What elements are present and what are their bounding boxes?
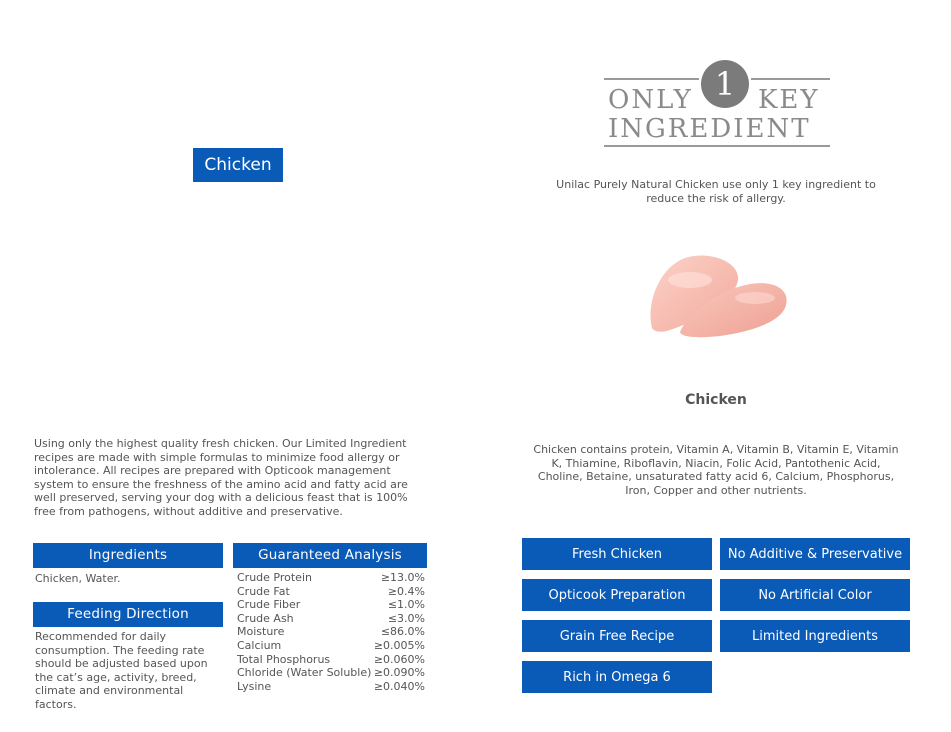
logo-number-circle: 1 xyxy=(701,60,749,108)
guaranteed-analysis-header: Guaranteed Analysis xyxy=(233,543,427,567)
ingredients-text: Chicken, Water. xyxy=(35,572,121,585)
feeding-divider xyxy=(33,626,223,627)
analysis-name: Crude Ash xyxy=(237,611,294,625)
logo-ingredient: INGREDIENT xyxy=(608,114,811,144)
analysis-name: Lysine xyxy=(237,679,272,693)
logo-only: ONLY xyxy=(608,85,693,115)
logo-rule-right xyxy=(751,78,830,80)
analysis-row xyxy=(237,639,425,653)
analysis-value: ≤86.0% xyxy=(380,625,425,639)
chicken-breast-image xyxy=(640,250,800,340)
analysis-name: Chloride (Water Soluble) xyxy=(237,666,372,680)
feeding-direction-header: Feeding Direction xyxy=(33,602,223,626)
feature-fresh-chicken: Fresh Chicken xyxy=(522,538,712,570)
analysis-value: ≤1.0% xyxy=(387,598,425,612)
feature-opticook: Opticook Preparation xyxy=(522,579,712,611)
feature-no-additive: No Additive & Preservative xyxy=(720,538,910,570)
analysis-row xyxy=(237,680,425,694)
analysis-row xyxy=(237,612,425,626)
product-tag: Chicken xyxy=(193,148,283,182)
ingredients-header: Ingredients xyxy=(33,543,223,567)
analysis-value: ≥0.090% xyxy=(373,666,425,680)
feature-limited-ingredients: Limited Ingredients xyxy=(720,620,910,652)
analysis-value: ≥0.060% xyxy=(373,652,425,666)
feature-omega-6: Rich in Omega 6 xyxy=(522,661,712,693)
analysis-row xyxy=(237,585,425,599)
feature-no-artificial-color: No Artificial Color xyxy=(720,579,910,611)
feeding-direction-text: Recommended for daily consumption. The feeding rate should be adjusted based upon the cat’s age, activity, breed, climate and environmental factors. xyxy=(35,630,208,711)
analysis-name: Crude Protein xyxy=(237,571,312,584)
intro-paragraph: Using only the highest quality fresh chicken. Our Limited Ingredient recipes are made with simple formulas to minimize food allergy or intolerance. All recipes are prepared with Opticook management system to ensure the freshness of the amino acid and fatty acid are well preserved, serving your dog with a delicious feast that is 100% free from pathogens, without additive and preservative. xyxy=(34,437,408,518)
analysis-value: ≥13.0% xyxy=(380,571,425,584)
analysis-name: Crude Fat xyxy=(237,584,290,598)
analysis-divider xyxy=(233,567,427,568)
logo-description: Unilac Purely Natural Chicken use only 1 key ingredient to reduce the risk of allergy. xyxy=(556,178,876,205)
analysis-row xyxy=(237,653,425,667)
logo-key: KEY xyxy=(758,85,820,115)
analysis-value: ≥0.4% xyxy=(387,584,425,598)
analysis-table xyxy=(237,571,425,693)
analysis-row xyxy=(237,571,425,585)
analysis-value: ≤3.0% xyxy=(387,611,425,625)
only-1-key-ingredient-logo xyxy=(604,60,830,150)
analysis-row xyxy=(237,625,425,639)
logo-rule-left xyxy=(604,78,699,80)
ingredients-divider xyxy=(33,567,223,568)
analysis-value: ≥0.005% xyxy=(373,638,425,652)
analysis-name: Moisture xyxy=(237,625,285,639)
analysis-name: Calcium xyxy=(237,638,282,652)
analysis-name: Total Phosphorus xyxy=(237,652,331,666)
analysis-value: ≥0.040% xyxy=(373,679,425,693)
logo-rule-bottom xyxy=(604,145,830,147)
analysis-row xyxy=(237,598,425,612)
analysis-row xyxy=(237,666,425,680)
analysis-name: Crude Fiber xyxy=(237,598,301,612)
nutrients-paragraph: Chicken contains protein, Vitamin A, Vitamin B, Vitamin E, Vitamin K, Thiamine, Riboflavin, Niacin, Folic Acid, Pantothenic Acid, Choline, Betaine, unsaturated fatty acid 6, Calcium, Phosphorus, Iron, Copper and other nutrients. xyxy=(533,443,899,497)
chicken-heading: Chicken xyxy=(685,392,747,408)
feature-grain-free: Grain Free Recipe xyxy=(522,620,712,652)
